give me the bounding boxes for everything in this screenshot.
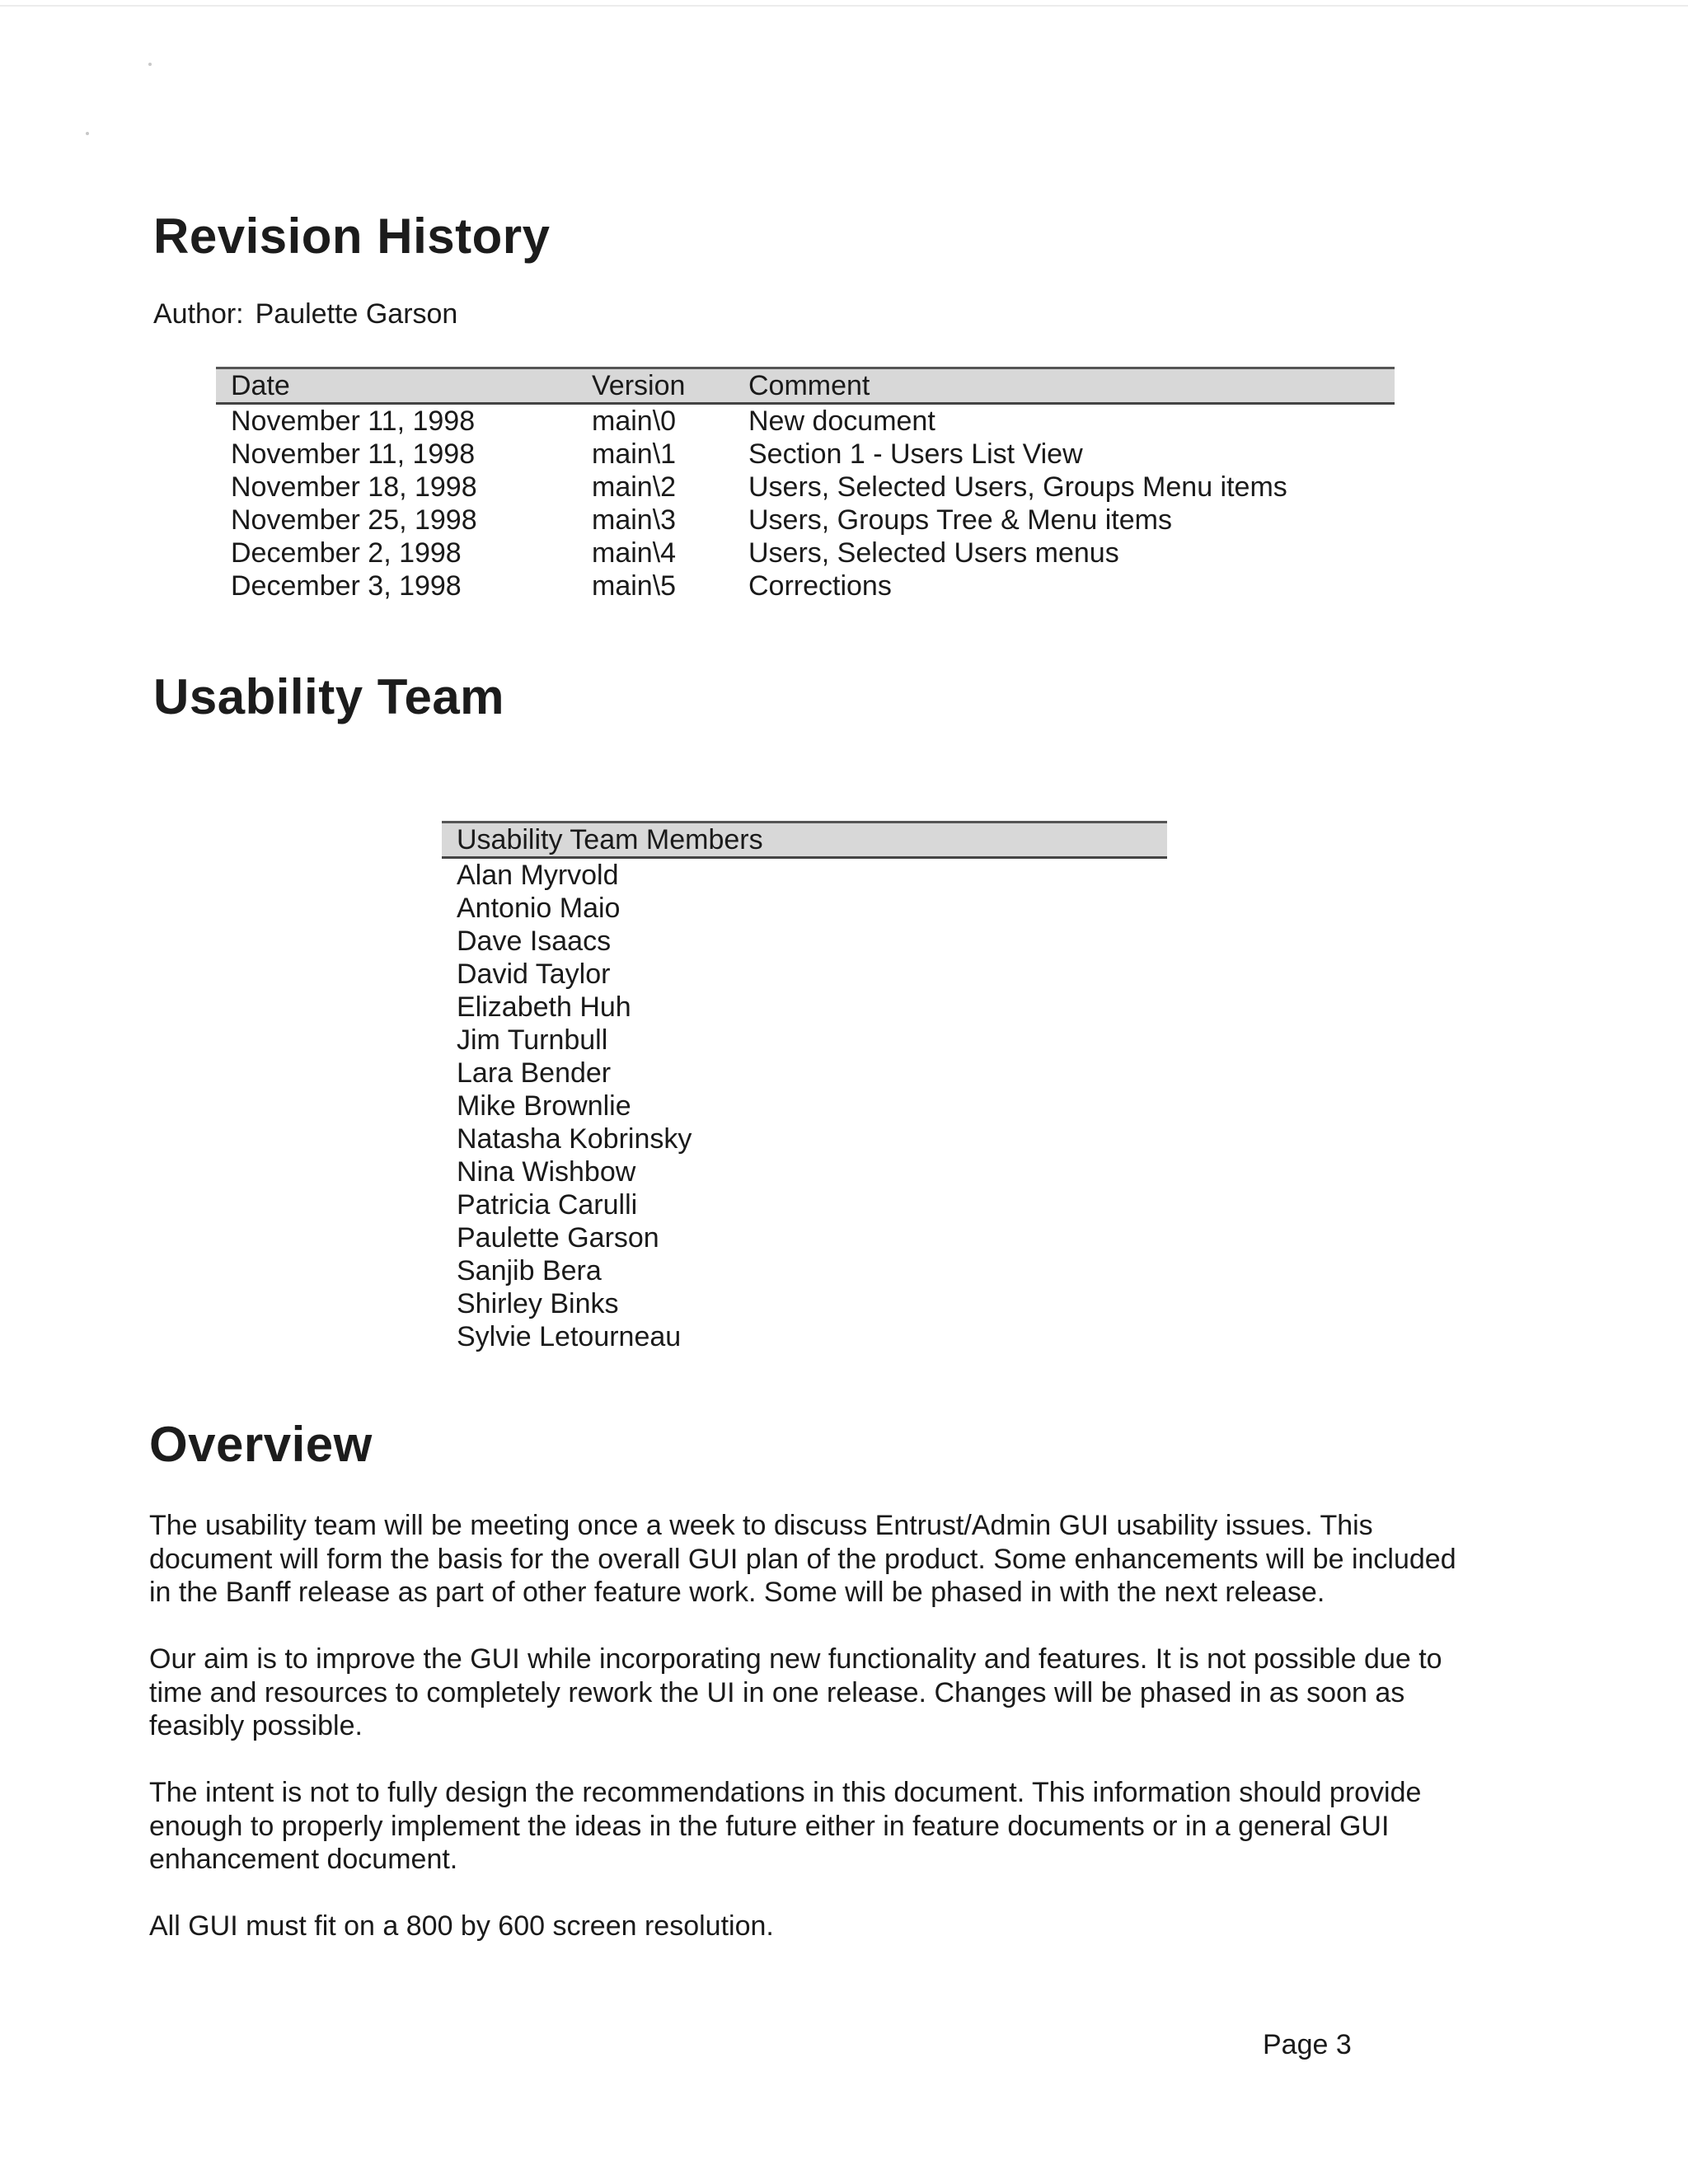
row-version: main\4 <box>592 537 677 569</box>
row-date: November 25, 1998 <box>231 504 477 536</box>
revision-table-header <box>216 367 1395 405</box>
row-version: main\5 <box>592 570 677 602</box>
column-header-version: Version <box>592 370 686 401</box>
row-date: December 2, 1998 <box>231 537 462 569</box>
scan-speck <box>86 132 89 135</box>
table-row <box>216 537 1395 569</box>
team-table-header: Usability Team Members <box>442 821 1167 859</box>
row-date: November 11, 1998 <box>231 405 476 437</box>
row-date: December 3, 1998 <box>231 570 462 602</box>
list-item: Mike Brownlie <box>457 1090 631 1122</box>
row-comment: New document <box>748 405 935 437</box>
author-line <box>153 298 457 330</box>
row-comment: Users, Selected Users menus <box>748 537 1119 569</box>
table-row <box>216 504 1395 537</box>
table-row <box>216 471 1395 504</box>
row-comment: Users, Selected Users, Groups Menu items <box>748 471 1287 503</box>
list-item: Jim Turnbull <box>457 1024 608 1056</box>
table-row <box>216 438 1395 471</box>
overview-paragraph: Our aim is to improve the GUI while incorporating new functionality and features. It is not possible due to time and resources to completely rework the UI in one release. Changes will be phased in as soon as feasibly possible. <box>149 1643 1442 1741</box>
team-table <box>442 821 1167 1353</box>
row-comment: Users, Groups Tree & Menu items <box>748 504 1172 536</box>
team-member-list <box>442 859 1167 1353</box>
page-number: Page 3 <box>1263 2029 1352 2060</box>
list-item: David Taylor <box>457 958 611 990</box>
row-comment: Corrections <box>748 570 892 602</box>
list-item: Elizabeth Huh <box>457 991 631 1023</box>
revision-history-heading: Revision History <box>153 209 551 264</box>
column-header-date: Date <box>231 370 290 401</box>
page-top-edge <box>0 5 1688 7</box>
table-row <box>216 569 1395 602</box>
list-item: Nina Wishbow <box>457 1156 636 1188</box>
overview-paragraph: The usability team will be meeting once a week to discuss Entrust/Admin GUI usability issues. This document will form the basis for the overall GUI plan of the product. Some enhancements will be included in the Banff release as part of other feature work. Some will be phased in with the next release. <box>149 1510 1456 1608</box>
usability-team-heading: Usability Team <box>153 669 505 724</box>
row-version: main\2 <box>592 471 677 503</box>
author-name: Paulette Garson <box>255 298 458 330</box>
row-date: November 11, 1998 <box>231 438 476 470</box>
list-item: Alan Myrvold <box>457 860 619 891</box>
list-item: Sylvie Letourneau <box>457 1321 682 1352</box>
row-version: main\3 <box>592 504 677 536</box>
list-item: Paulette Garson <box>457 1222 659 1254</box>
author-label: Author: <box>153 298 244 330</box>
list-item: Dave Isaacs <box>457 926 612 957</box>
list-item: Lara Bender <box>457 1057 612 1089</box>
overview-paragraph: All GUI must fit on a 800 by 600 screen resolution. <box>149 1910 774 1942</box>
table-row <box>216 405 1395 438</box>
row-version: main\0 <box>592 405 677 437</box>
scan-speck <box>148 63 152 66</box>
list-item: Antonio Maio <box>457 893 621 924</box>
list-item: Natasha Kobrinsky <box>457 1123 692 1155</box>
list-item: Patricia Carulli <box>457 1189 638 1221</box>
row-date: November 18, 1998 <box>231 471 477 503</box>
list-item: Shirley Binks <box>457 1288 619 1319</box>
overview-paragraph: The intent is not to fully design the recommendations in this document. This information should provide enough to properly implement the ideas in the future either in feature documents or in a general GUI enhancement document. <box>149 1777 1422 1875</box>
row-version: main\1 <box>592 438 677 470</box>
overview-heading: Overview <box>149 1417 373 1472</box>
row-comment: Section 1 - Users List View <box>748 438 1083 470</box>
revision-table <box>216 367 1395 602</box>
column-header-comment: Comment <box>748 370 870 401</box>
list-item: Sanjib Bera <box>457 1255 602 1286</box>
